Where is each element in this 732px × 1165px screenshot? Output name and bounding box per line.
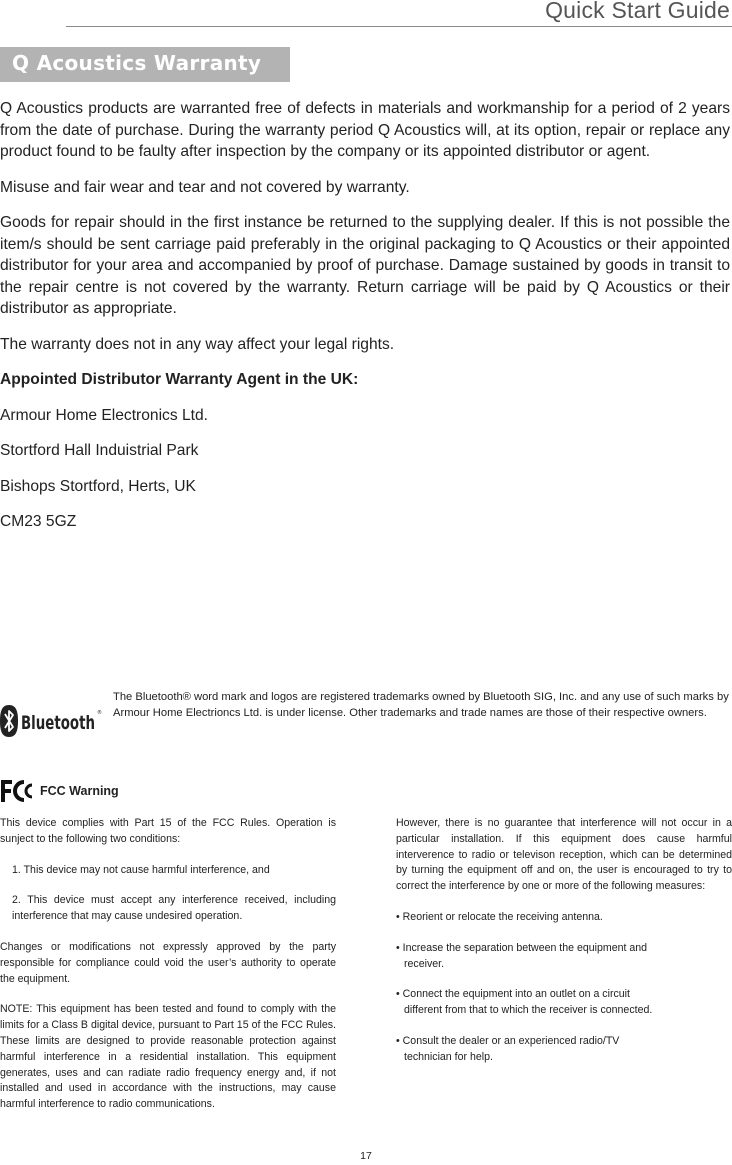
- fcc-measure-text: • Increase the separation between the equipment and: [396, 941, 648, 954]
- page-header-title: Quick Start Guide: [545, 0, 730, 23]
- bluetooth-logo-icon: [0, 703, 102, 739]
- fcc-condition: 1. This device may not cause harmful interference, and: [12, 863, 270, 876]
- fcc-paragraph: Changes or modifications not expressly approved by the party responsible for compliance could void the user’s authority to operate the equipment.: [0, 940, 336, 985]
- fcc-paragraph: This device complies with Part 15 of the FCC Rules. Operation is sunject to the following two conditions:: [0, 817, 336, 845]
- address-line: Bishops Stortford, Herts, UK: [0, 477, 196, 495]
- bluetooth-trademark-notice: The Bluetooth® word mark and logos are registered trademarks owned by Bluetooth SIG, Inc. and any use of such marks by Armour Home Electrioncs Ltd. is under license. Other trademarks and trade names are those of their respective owners.: [113, 691, 729, 719]
- bluetooth-logo-text: Bluetooth: [21, 712, 95, 734]
- fcc-paragraph: However, there is no guarantee that interference will not occur in a particular installation. If this equipment does cause harmful interverence to radio or televison reception, which can be determined by turning the equipment off and on, the user is encouraged to try to correct the interference by one or more of the following measures:: [396, 817, 732, 893]
- section-title: Q Acoustics Warranty: [12, 51, 262, 75]
- fcc-measure: [396, 987, 732, 1019]
- fcc-measure-text: technician for help.: [404, 1050, 493, 1063]
- fcc-measure-text: • Connect the equipment into an outlet on a circuit: [396, 988, 630, 1001]
- warranty-paragraph: The warranty does not in any way affect your legal rights.: [0, 335, 395, 353]
- fcc-measure-text: receiver.: [404, 957, 445, 970]
- warranty-body: [0, 98, 730, 547]
- page-number: 17: [360, 1150, 372, 1162]
- header-rule: [66, 26, 732, 27]
- warranty-paragraph: Q Acoustics products are warranted free of defects in materials and workmanship for a period of 2 years from the date of purchase. During the warranty period Q Acoustics will, at its option, repair or replace any product found to be faulty after inspection by the company or its appointed distributor or agent.: [0, 100, 730, 160]
- fcc-measure: [396, 910, 732, 926]
- fcc-measure-text: • Consult the dealer or an experienced radio/TV: [396, 1034, 620, 1047]
- fcc-measure-text: different from that to which the receiver is connected.: [404, 1004, 653, 1017]
- fcc-right-column: [396, 816, 732, 1081]
- fcc-measure: [396, 941, 732, 973]
- fcc-measure: [396, 1034, 732, 1066]
- warranty-paragraph: Goods for repair should in the first instance be returned to the supplying dealer. If this is not possible the item/s should be sent carriage paid preferably in the original packaging to Q Acoustics or their appointed distributor for your area and accompanied by proof of purchase. Damage sustained by goods in transit to the repair centre is not covered by the warranty. Return carriage will be paid by Q Acoustics or their distributor as appropriate.: [0, 214, 730, 317]
- fcc-warning-title: FCC Warning: [40, 784, 119, 798]
- fcc-left-column: [0, 816, 336, 1128]
- address-line: Armour Home Electronics Ltd.: [0, 406, 208, 424]
- fcc-logo-icon: [0, 779, 34, 803]
- address-line: CM23 5GZ: [0, 513, 77, 530]
- address-line: Stortford Hall Induistrial Park: [0, 442, 199, 459]
- warranty-paragraph: Misuse and fair wear and tear and not covered by warranty.: [0, 178, 410, 196]
- svg-text:®: ®: [97, 710, 102, 716]
- section-title-bar: [0, 47, 290, 82]
- fcc-measure-text: • Reorient or relocate the receiving antenna.: [396, 910, 603, 923]
- distributor-heading: Appointed Distributor Warranty Agent in the UK:: [0, 371, 359, 388]
- fcc-condition: 2. This device must accept any interference received, including interference that may cause undesired operation.: [12, 894, 336, 923]
- fcc-paragraph: NOTE: This equipment has been tested and found to comply with the limits for a Class B digital device, pursuant to Part 15 of the FCC Rules. These limits are designed to provide reasonable protection against harmful interference in a residential installation. This equipment generates, uses and can radiate radio frequency energy and, if not installed and used in accordance with the instructions, may cause harmful interference to radio communications.: [0, 1003, 336, 1111]
